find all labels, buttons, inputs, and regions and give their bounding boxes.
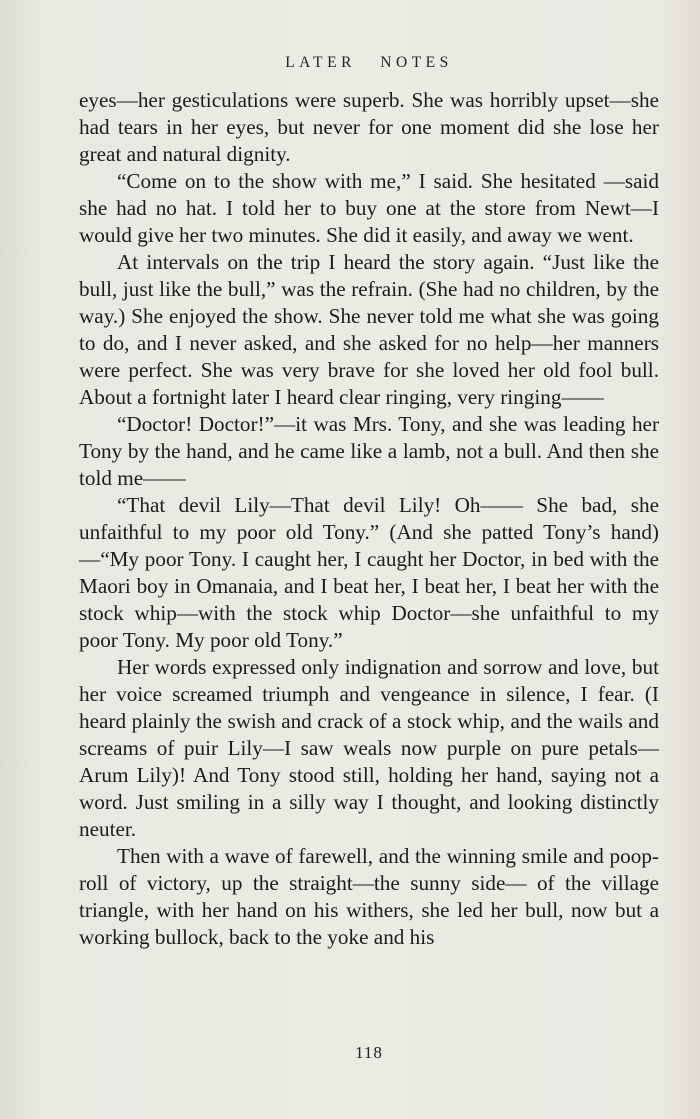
- running-head: LATER NOTES: [285, 54, 453, 71]
- paragraph-5: “That devil Lily—That devil Lily! Oh—— She bad, she unfaithful to my poor old Tony.” (And she patted Tony’s hand)—“My poor Tony. I caught her, I caught her Doctor, in bed with the Maori boy in Omanaia, and I beat her, I beat her, I beat her with the stock whip—with the stock whip Doctor—she unfaithful to my poor Tony. My poor old Tony.”: [79, 493, 659, 652]
- paragraph-3: At intervals on the trip I heard the story again. “Just like the bull, just like the bull,” was the refrain. (She had no children, by the way.) She enjoyed the show. She never told me what she was going to do, and I never asked, and she asked for no help—her manners were perfect. She was very brave for she loved her old fool bull. About a fortnight later I heard clear ringing, very ringing——: [79, 250, 659, 409]
- paragraph-6: Her words expressed only indignation and sorrow and love, but her voice screamed triumph and vengeance in silence, I fear. (I heard plainly the swish and crack of a stock whip, and the wails and screams of puir Lily—I saw weals now purple on pure petals—Arum Lily)! And Tony stood still, holding her hand, saying not a word. Just smiling in a silly way I thought, and looking distinctly neuter.: [79, 655, 659, 841]
- book-page: [79, 0, 659, 1119]
- paragraph-7: Then with a wave of farewell, and the winning smile and poop-roll of victory, up the straight—the sunny side— of the village triangle, with her hand on his withers, she led her bull, now but a working bullock, back to the yoke and his: [79, 844, 659, 949]
- page-number: 118: [355, 1043, 383, 1062]
- paragraph-1: eyes—her gesticulations were superb. She was horribly upset—she had tears in her eyes, but never for one moment did she lose her great and natural dignity.: [79, 88, 659, 166]
- paragraph-4: “Doctor! Doctor!”—it was Mrs. Tony, and she was leading her Tony by the hand, and he came like a lamb, not a bull. And then she told me——: [79, 412, 659, 490]
- body-text: [79, 87, 659, 951]
- paragraph-2: “Come on to the show with me,” I said. She hesitated —said she had no hat. I told her to buy one at the store from Newt—I would give her two minutes. She did it easily, and away we went.: [79, 169, 659, 247]
